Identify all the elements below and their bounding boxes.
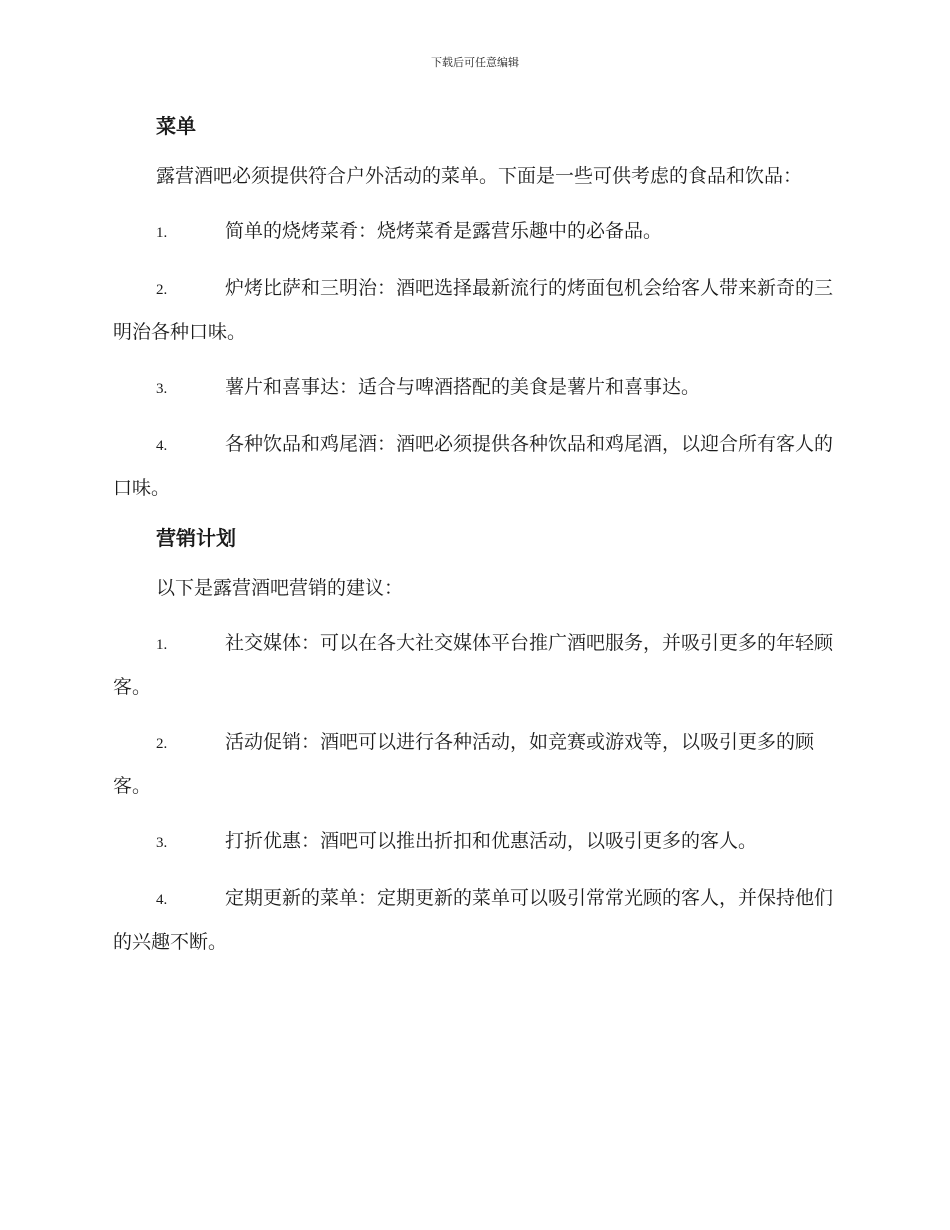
item-number: 3. (156, 381, 168, 397)
marketing-intro: 以下是露营酒吧营销的建议： (156, 577, 404, 599)
item-number: 3. (156, 835, 168, 851)
item-number: 4. (156, 892, 168, 908)
section-heading-menu: 菜单 (156, 114, 196, 138)
item-text: 薯片和喜事达：适合与啤酒搭配的美食是薯片和喜事达。 (225, 376, 701, 398)
menu-item (113, 423, 835, 509)
menu-item (113, 267, 835, 353)
item-number: 1. (156, 637, 168, 653)
item-number: 4. (156, 438, 168, 454)
item-number: 1. (156, 225, 168, 241)
item-text: 炉烤比萨和三明治：酒吧选择最新流行的烤面包机会给客人带来新奇的三明治各种口味。 (113, 277, 834, 343)
marketing-item (113, 721, 835, 807)
document-body (113, 110, 835, 976)
marketing-item (113, 877, 835, 963)
item-text: 定期更新的菜单：定期更新的菜单可以吸引常常光顾的客人，并保持他们的兴趣不断。 (113, 887, 834, 953)
marketing-item (113, 622, 835, 708)
section-heading-marketing: 营销计划 (156, 526, 236, 550)
item-number: 2. (156, 282, 168, 298)
item-text: 简单的烧烤菜肴：烧烤菜肴是露营乐趣中的必备品。 (225, 220, 663, 242)
item-number: 2. (156, 736, 168, 752)
menu-intro: 露营酒吧必须提供符合户外活动的菜单。下面是一些可供考虑的食品和饮品： (156, 165, 803, 187)
menu-item (113, 210, 835, 254)
item-text: 活动促销：酒吧可以进行各种活动，如竞赛或游戏等，以吸引更多的顾客。 (113, 731, 815, 797)
item-text: 各种饮品和鸡尾酒：酒吧必须提供各种饮品和鸡尾酒，以迎合所有客人的口味。 (113, 433, 834, 499)
page-header: 下载后可任意编辑 (431, 56, 519, 69)
menu-item (113, 366, 835, 410)
marketing-item (113, 820, 835, 864)
item-text: 社交媒体：可以在各大社交媒体平台推广酒吧服务，并吸引更多的年轻顾客。 (113, 632, 834, 698)
item-text: 打折优惠：酒吧可以推出折扣和优惠活动，以吸引更多的客人。 (225, 830, 758, 852)
